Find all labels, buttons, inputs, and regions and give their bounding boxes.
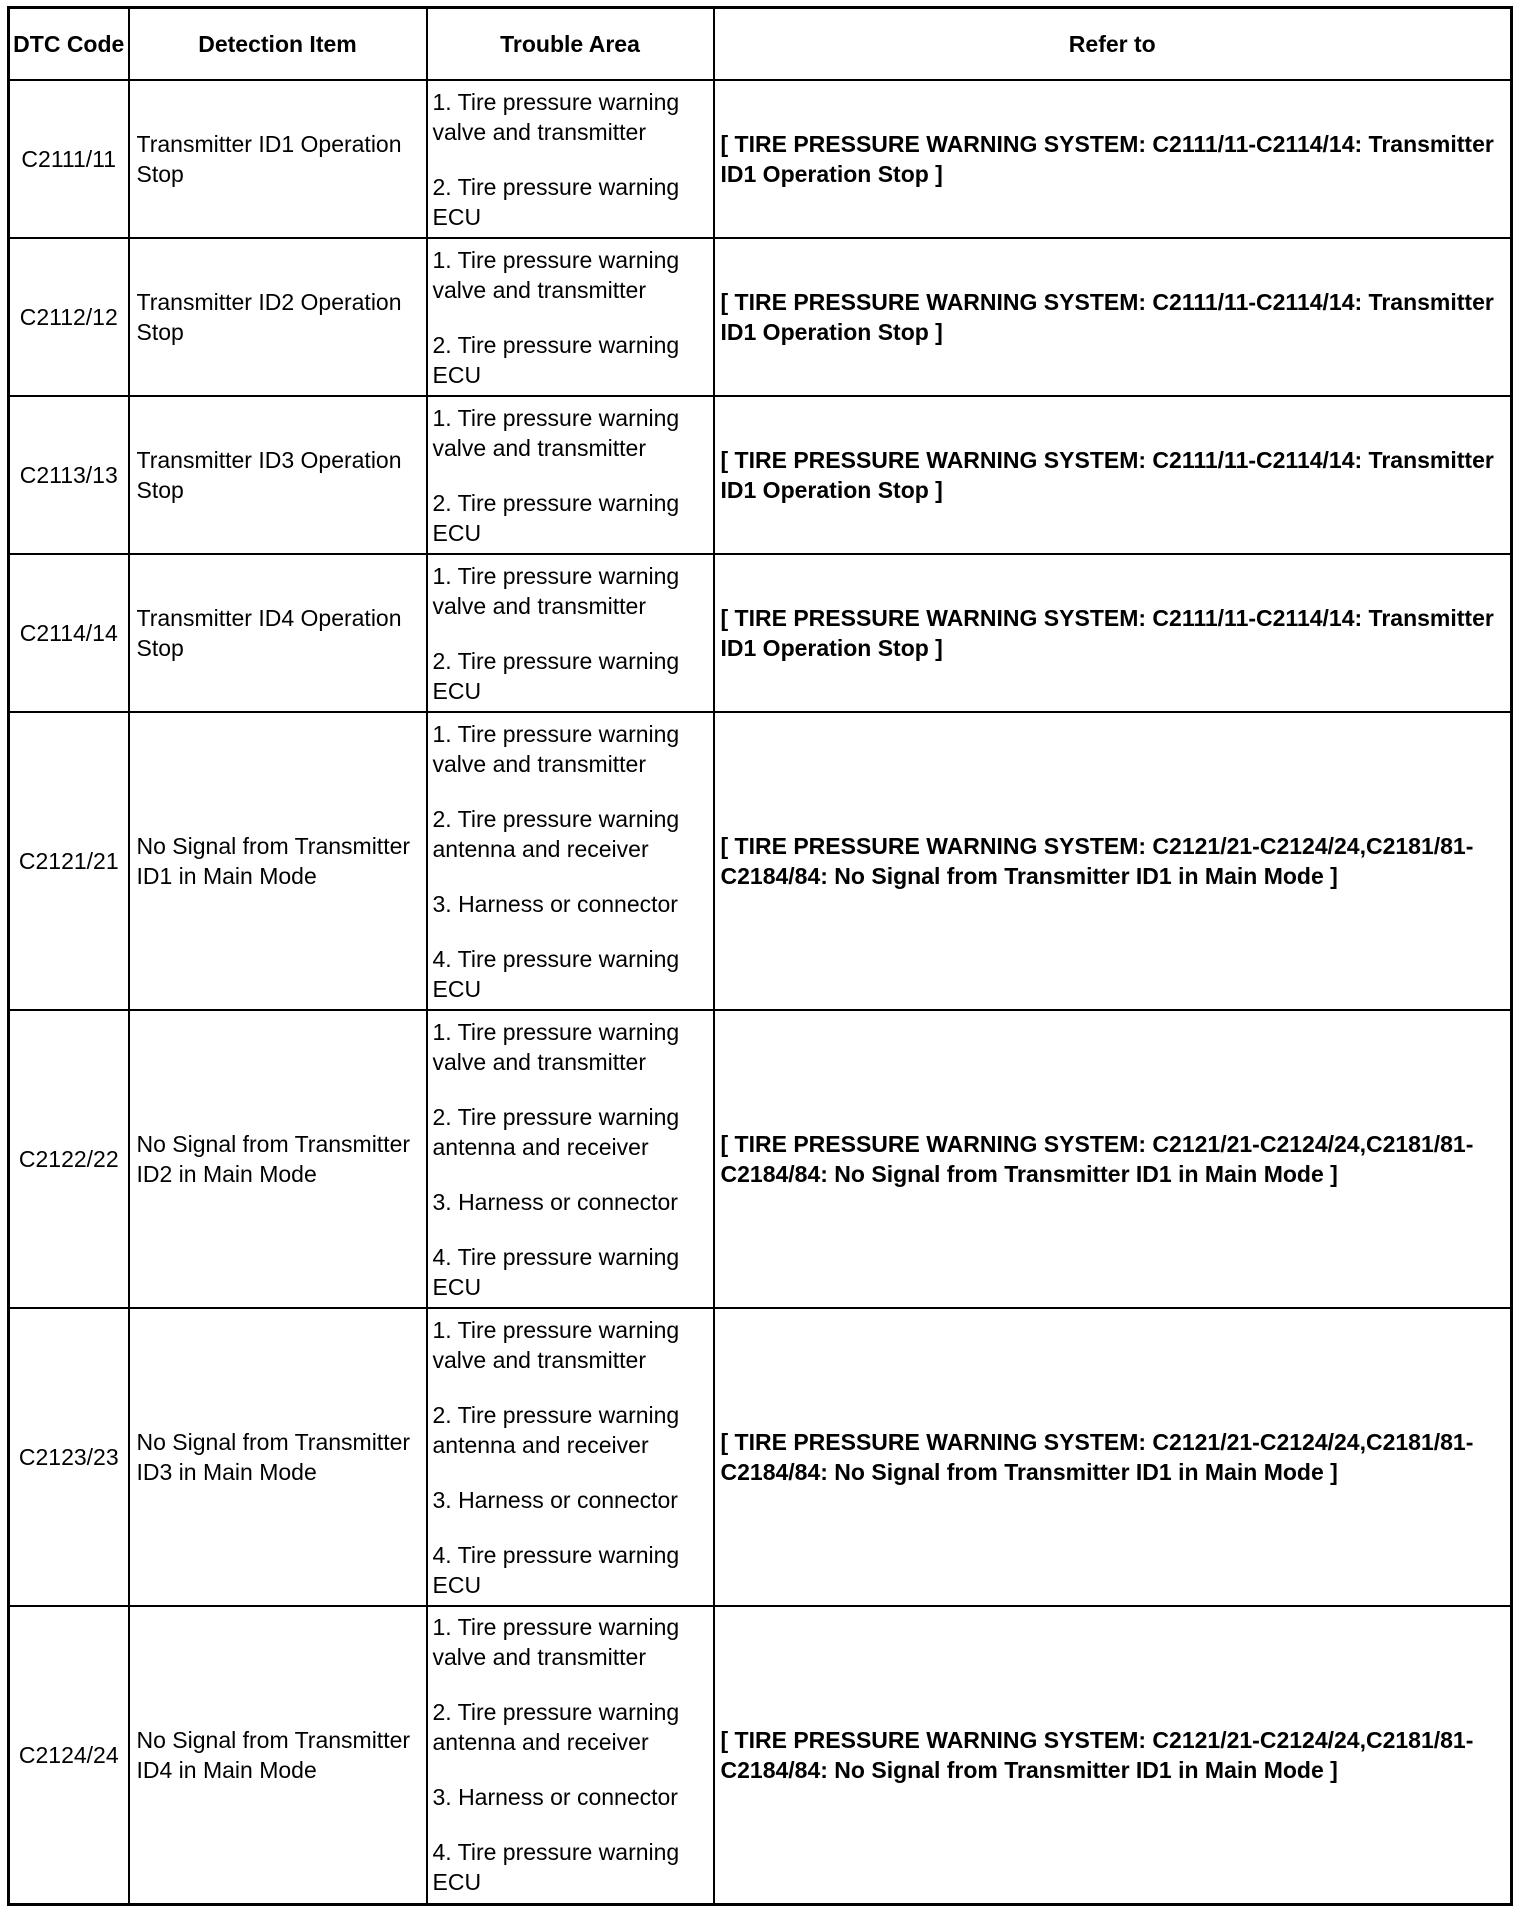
trouble-area-cell: [427, 80, 714, 238]
trouble-area-item: 1. Tire pressure warning valve and transmitter: [432, 246, 680, 303]
trouble-area-item: 2. Tire pressure warning antenna and receiver: [432, 1401, 680, 1458]
table-row: [9, 712, 1512, 1010]
header-refer-to: Refer to: [714, 8, 1512, 81]
dtc-table-body: [9, 80, 1512, 1904]
refer-to-link[interactable]: [ TIRE PRESSURE WARNING SYSTEM: C2121/21-C2124/24,C2181/81-C2184/84: No Signal from Transmitter ID1 in Main Mode ]: [714, 1606, 1512, 1904]
dtc-code-cell: C2114/14: [9, 554, 129, 712]
trouble-area-item: 3. Harness or connector: [432, 1188, 678, 1215]
refer-to-link[interactable]: [ TIRE PRESSURE WARNING SYSTEM: C2111/11-C2114/14: Transmitter ID1 Operation Stop ]: [714, 238, 1512, 396]
trouble-area-item: 1. Tire pressure warning valve and transmitter: [432, 562, 680, 619]
refer-to-link[interactable]: [ TIRE PRESSURE WARNING SYSTEM: C2111/11-C2114/14: Transmitter ID1 Operation Stop ]: [714, 80, 1512, 238]
table-row: [9, 396, 1512, 554]
dtc-table: [7, 6, 1513, 1906]
trouble-area-cell: [427, 238, 714, 396]
trouble-area-item: 2. Tire pressure warning antenna and receiver: [432, 1699, 680, 1756]
trouble-area-item: 3. Harness or connector: [432, 1784, 678, 1811]
detection-item-cell: No Signal from Transmitter ID3 in Main Mode: [129, 1308, 427, 1606]
table-row: [9, 80, 1512, 238]
detection-item-cell: Transmitter ID2 Operation Stop: [129, 238, 427, 396]
trouble-area-cell: [427, 712, 714, 1010]
trouble-area-item: 1. Tire pressure warning valve and transmitter: [432, 720, 680, 777]
refer-to-link[interactable]: [ TIRE PRESSURE WARNING SYSTEM: C2121/21-C2124/24,C2181/81-C2184/84: No Signal from Transmitter ID1 in Main Mode ]: [714, 712, 1512, 1010]
refer-to-link[interactable]: [ TIRE PRESSURE WARNING SYSTEM: C2121/21-C2124/24,C2181/81-C2184/84: No Signal from Transmitter ID1 in Main Mode ]: [714, 1308, 1512, 1606]
detection-item-cell: Transmitter ID4 Operation Stop: [129, 554, 427, 712]
header-trouble-area: Trouble Area: [427, 8, 714, 81]
trouble-area-item: 2. Tire pressure warning antenna and receiver: [432, 805, 680, 862]
trouble-area-item: 4. Tire pressure warning ECU: [432, 1243, 680, 1300]
trouble-area-item: 1. Tire pressure warning valve and transmitter: [432, 1316, 680, 1373]
trouble-area-item: 3. Harness or connector: [432, 890, 678, 917]
trouble-area-item: 1. Tire pressure warning valve and transmitter: [432, 1614, 680, 1671]
table-row: [9, 1308, 1512, 1606]
table-row: [9, 1010, 1512, 1308]
dtc-code-cell: C2113/13: [9, 396, 129, 554]
trouble-area-item: 1. Tire pressure warning valve and transmitter: [432, 1018, 680, 1075]
trouble-area-cell: [427, 396, 714, 554]
detection-item-cell: Transmitter ID3 Operation Stop: [129, 396, 427, 554]
trouble-area-item: 4. Tire pressure warning ECU: [432, 1839, 680, 1896]
detection-item-cell: Transmitter ID1 Operation Stop: [129, 80, 427, 238]
refer-to-link[interactable]: [ TIRE PRESSURE WARNING SYSTEM: C2111/11-C2114/14: Transmitter ID1 Operation Stop ]: [714, 554, 1512, 712]
table-row: [9, 1606, 1512, 1904]
refer-to-link[interactable]: [ TIRE PRESSURE WARNING SYSTEM: C2111/11-C2114/14: Transmitter ID1 Operation Stop ]: [714, 396, 1512, 554]
trouble-area-item: 2. Tire pressure warning ECU: [432, 647, 680, 704]
trouble-area-item: 2. Tire pressure warning antenna and receiver: [432, 1103, 680, 1160]
detection-item-cell: No Signal from Transmitter ID1 in Main Mode: [129, 712, 427, 1010]
detection-item-cell: No Signal from Transmitter ID4 in Main Mode: [129, 1606, 427, 1904]
dtc-code-cell: C2124/24: [9, 1606, 129, 1904]
trouble-area-cell: [427, 1308, 714, 1606]
dtc-code-cell: C2122/22: [9, 1010, 129, 1308]
trouble-area-item: 2. Tire pressure warning ECU: [432, 489, 680, 546]
dtc-code-cell: C2111/11: [9, 80, 129, 238]
refer-to-link[interactable]: [ TIRE PRESSURE WARNING SYSTEM: C2121/21-C2124/24,C2181/81-C2184/84: No Signal from Transmitter ID1 in Main Mode ]: [714, 1010, 1512, 1308]
header-row: [9, 8, 1512, 81]
trouble-area-item: 3. Harness or connector: [432, 1486, 678, 1513]
trouble-area-item: 4. Tire pressure warning ECU: [432, 1541, 680, 1598]
trouble-area-cell: [427, 1010, 714, 1308]
detection-item-cell: No Signal from Transmitter ID2 in Main Mode: [129, 1010, 427, 1308]
trouble-area-item: 2. Tire pressure warning ECU: [432, 173, 680, 230]
header-dtc-code: DTC Code: [9, 8, 129, 81]
trouble-area-cell: [427, 554, 714, 712]
trouble-area-item: 1. Tire pressure warning valve and transmitter: [432, 404, 680, 461]
dtc-code-cell: C2121/21: [9, 712, 129, 1010]
dtc-code-cell: C2123/23: [9, 1308, 129, 1606]
dtc-code-cell: C2112/12: [9, 238, 129, 396]
trouble-area-item: 4. Tire pressure warning ECU: [432, 945, 680, 1002]
trouble-area-item: 2. Tire pressure warning ECU: [432, 331, 680, 388]
trouble-area-item: 1. Tire pressure warning valve and transmitter: [432, 88, 680, 145]
table-row: [9, 238, 1512, 396]
table-row: [9, 554, 1512, 712]
trouble-area-cell: [427, 1606, 714, 1904]
header-detection-item: Detection Item: [129, 8, 427, 81]
